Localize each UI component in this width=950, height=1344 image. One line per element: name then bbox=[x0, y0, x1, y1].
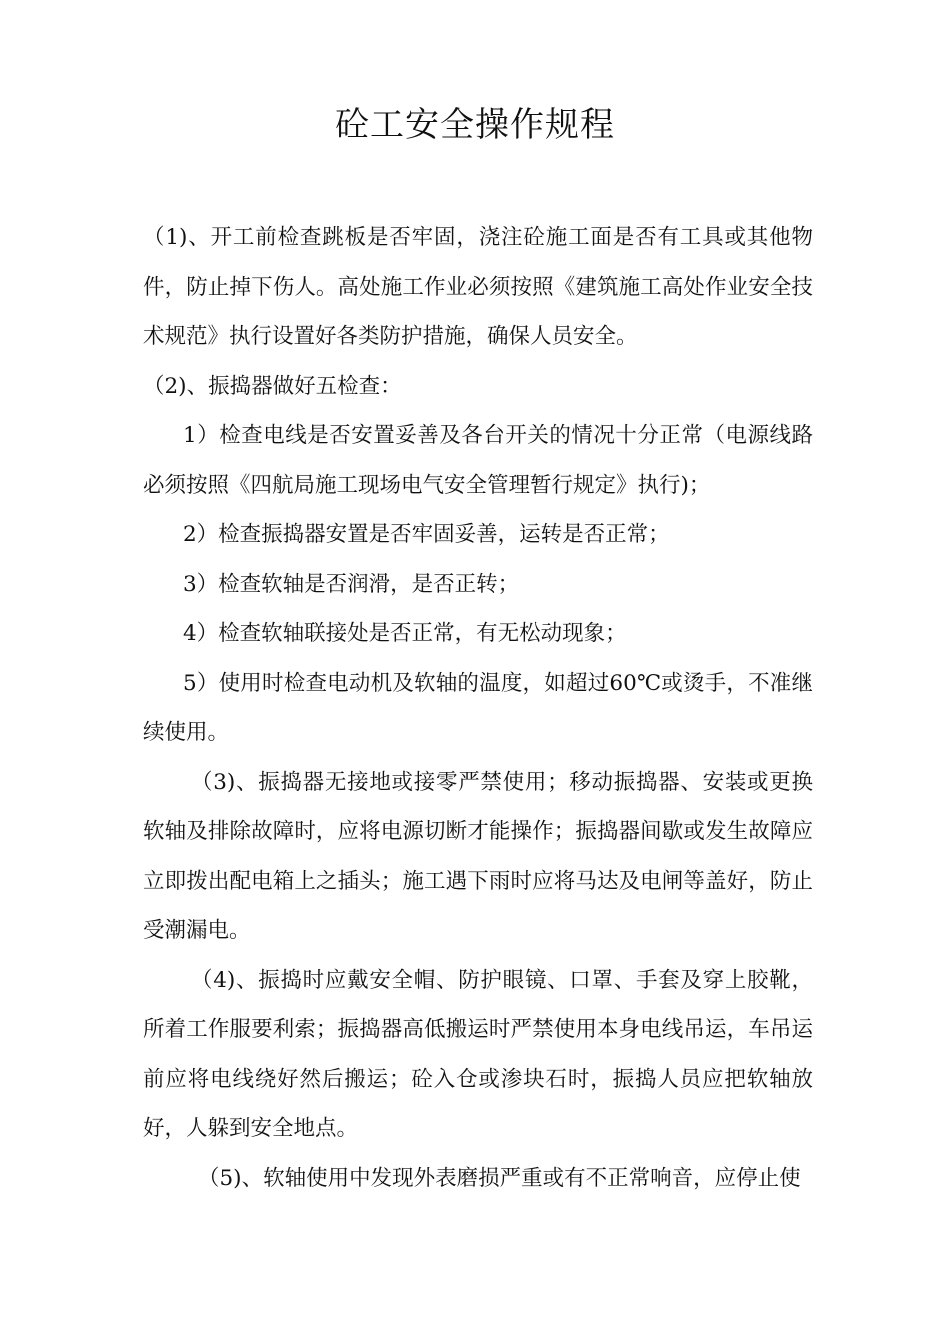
paragraph-10: （5)、软轴使用中发现外表磨损严重或有不正常响音，应停止使 bbox=[198, 1165, 801, 1191]
paragraph-5: 3）检查软轴是否润滑，是否正转； bbox=[183, 571, 520, 597]
page-title: 砼工安全操作规程 bbox=[335, 105, 615, 145]
paragraph-1: （1)、开工前检查跳板是否牢固，浇注砼施工面是否有工具或其他物件，防止掉下伤人。高处施工作业必须按照《建筑施工高处作业安全技术规范》执行设置好各类防护措施，确保人员安全。 bbox=[143, 225, 813, 349]
paragraph-6: 4）检查软轴联接处是否正常，有无松动现象； bbox=[183, 621, 627, 646]
paragraph-8: （3)、振捣器无接地或接零严禁使用；移动振捣器、安装或更换软轴及排除故障时，应将电源切断才能操作；振捣器间歇或发生故障应立即拨出配电箱上之插头；施工遇下雨时应将马达及电闸等盖好，防止受潮漏电。 bbox=[143, 769, 813, 943]
document-body bbox=[143, 213, 813, 1203]
paragraph-4: 2）检查振捣器安置是否牢固妥善，运转是否正常； bbox=[183, 522, 670, 547]
paragraph-9: （4)、振捣时应戴安全帽、防护眼镜、口罩、手套及穿上胶靴，所着工作服要利索；振捣器高低搬运时严禁使用本身电线吊运，车吊运前应将电线绕好然后搬运；砼入仓或渗块石时，振捣人员应把软轴放好，人躲到安全地点。 bbox=[143, 967, 813, 1141]
paragraph-2: （2)、振捣器做好五检查： bbox=[143, 373, 402, 399]
paragraph-3: 1）检查电线是否安置妥善及各台开关的情况十分正常（电源线路必须按照《四航局施工现场电气安全管理暂行规定》执行)； bbox=[143, 423, 813, 498]
paragraph-7: 5）使用时检查电动机及软轴的温度，如超过60℃或烫手，不准继续使用。 bbox=[143, 670, 813, 745]
